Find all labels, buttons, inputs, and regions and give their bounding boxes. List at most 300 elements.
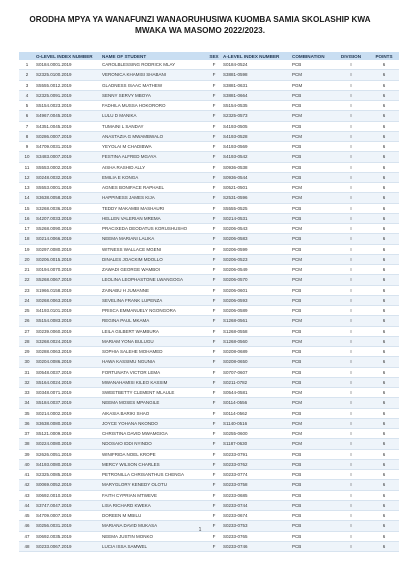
cell-alevel: S0211-0782 [222, 377, 291, 387]
table-row [19, 480, 399, 490]
cell-division: I [333, 244, 369, 254]
cell-points: 6 [369, 265, 399, 275]
cell-sex: F [206, 306, 222, 316]
cell-points: 6 [369, 408, 399, 418]
table-row [19, 439, 399, 449]
cell-points: 6 [369, 439, 399, 449]
cell-olevel: S0286.0007.2019 [35, 131, 101, 141]
cell-sn: 34 [19, 398, 35, 408]
cell-sn: 12 [19, 172, 35, 182]
cell-combination: PCB [291, 470, 333, 480]
cell-points: 6 [369, 418, 399, 428]
cell-division: I [333, 541, 369, 551]
cell-name: EMILIA E KONGA [101, 172, 206, 182]
cell-division: I [333, 470, 369, 480]
column-header-sn [19, 52, 35, 60]
cell-olevel: S5268.0090.2019 [35, 224, 101, 234]
cell-olevel: S0348.0071.2019 [35, 388, 101, 398]
cell-division: I [333, 121, 369, 131]
cell-sn: 23 [19, 285, 35, 295]
cell-sex: F [206, 244, 222, 254]
cell-alevel: S0233-0765 [222, 531, 291, 541]
cell-name: HELLEN VALERIAN MREMA [101, 213, 206, 223]
cell-combination: PCM [291, 193, 333, 203]
cell-points: 6 [369, 183, 399, 193]
cell-alevel: S0206-0583 [222, 234, 291, 244]
cell-sn: 47 [19, 531, 35, 541]
cell-sex: F [206, 193, 222, 203]
cell-points: 6 [369, 459, 399, 469]
cell-alevel: S0206-0601 [222, 285, 291, 295]
table-row [19, 295, 399, 305]
cell-points: 6 [369, 224, 399, 234]
cell-name: MARYGLORY KENEDY OLOTU [101, 480, 206, 490]
cell-alevel: S0184-0524 [222, 60, 291, 70]
document-title-line-1: ORODHA MPYA YA WANAFUNZI WANAORUHUSIWA KUOMBA SAMIA SKOLASHIP KWA [29, 15, 371, 24]
cell-olevel: S2626.0051.2019 [35, 449, 101, 459]
cell-division: I [333, 275, 369, 285]
cell-sex: F [206, 449, 222, 459]
cell-olevel: S3483.0007.2019 [35, 152, 101, 162]
cell-points: 6 [369, 254, 399, 264]
cell-sex: F [206, 418, 222, 428]
cell-sex: F [206, 459, 222, 469]
cell-olevel: S3268.0036.2019 [35, 203, 101, 213]
cell-sex: F [206, 480, 222, 490]
cell-name: MARIANA DAVID MUKASA [101, 521, 206, 531]
cell-sn: 8 [19, 131, 35, 141]
cell-division: I [333, 162, 369, 172]
cell-sex: F [206, 367, 222, 377]
column-header-points: POINTS [369, 52, 399, 60]
cell-sex: F [206, 316, 222, 326]
cell-points: 6 [369, 326, 399, 336]
cell-sex: F [206, 388, 222, 398]
page-number: 1 [198, 527, 202, 533]
cell-sn: 43 [19, 490, 35, 500]
cell-combination: PCB [291, 60, 333, 70]
cell-olevel: S2325.0100.2019 [35, 70, 101, 80]
cell-alevel: S0233-0685 [222, 490, 291, 500]
table-row [19, 234, 399, 244]
cell-division: I [333, 234, 369, 244]
cell-alevel: S5555-0525 [222, 203, 291, 213]
cell-sn: 6 [19, 111, 35, 121]
cell-sn: 25 [19, 306, 35, 316]
cell-olevel: S4193.0101.2019 [35, 306, 101, 316]
table-header-row [19, 52, 399, 60]
cell-points: 6 [369, 377, 399, 387]
cell-points: 6 [369, 90, 399, 100]
column-header-name: NAME OF STUDENT [101, 52, 206, 60]
cell-sex: F [206, 470, 222, 480]
cell-alevel: S0214-0531 [222, 213, 291, 223]
cell-division: I [333, 183, 369, 193]
table-row [19, 490, 399, 500]
cell-name: FORTUNATA VICTOR LEMA [101, 367, 206, 377]
cell-sex: F [206, 152, 222, 162]
cell-division: I [333, 480, 369, 490]
cell-sn: 41 [19, 470, 35, 480]
cell-points: 6 [369, 521, 399, 531]
cell-name: ZAINABU H JUMANNE [101, 285, 206, 295]
cell-name: WINIFRIDA NOEL KROPE [101, 449, 206, 459]
table-body [19, 60, 399, 552]
table-row [19, 162, 399, 172]
cell-name: FADHILA MUSSA HOKORORO [101, 101, 206, 111]
cell-division: I [333, 439, 369, 449]
cell-alevel: S1268-0558 [222, 326, 291, 336]
cell-sex: F [206, 531, 222, 541]
cell-points: 6 [369, 357, 399, 367]
cell-points: 6 [369, 131, 399, 141]
cell-alevel: S4193-0505 [222, 121, 291, 131]
table-row [19, 60, 399, 70]
cell-name: REGINA PAUL MKAMA [101, 316, 206, 326]
cell-name: AIKASIA BARIKI SHAO [101, 408, 206, 418]
cell-sex: F [206, 439, 222, 449]
cell-olevel: S5268.0067.2019 [35, 275, 101, 285]
cell-sex: F [206, 285, 222, 295]
cell-name: HAWA KASSIMU NGUNIA [101, 357, 206, 367]
cell-division: I [333, 511, 369, 521]
cell-combination: PCM [291, 224, 333, 234]
cell-olevel: S0184.0001.2019 [35, 60, 101, 70]
cell-division: I [333, 131, 369, 141]
cell-points: 6 [369, 449, 399, 459]
cell-name: FESTINA ALFRED MGAYA [101, 152, 206, 162]
cell-alevel: S2531-0596 [222, 193, 291, 203]
cell-sex: F [206, 275, 222, 285]
cell-olevel: S4193.0080.2019 [35, 459, 101, 469]
cell-name: MWANAHAMISI KILEO KASSIM [101, 377, 206, 387]
table-row [19, 347, 399, 357]
cell-name: DOREEN M MBILU [101, 511, 206, 521]
table-row [19, 193, 399, 203]
cell-sn: 22 [19, 275, 35, 285]
cell-olevel: S0224.0080.2019 [35, 439, 101, 449]
cell-division: I [333, 285, 369, 295]
cell-sn: 45 [19, 511, 35, 521]
cell-name: PETRONILLA CHRISANTHUS CHENGA [101, 470, 206, 480]
cell-combination: PCB [291, 172, 333, 182]
cell-combination: PCB [291, 521, 333, 531]
cell-olevel: S2325.0091.2019 [35, 90, 101, 100]
cell-name: SEVELINA FRANK LUPENZA [101, 295, 206, 305]
cell-division: I [333, 388, 369, 398]
cell-points: 6 [369, 213, 399, 223]
cell-sex: F [206, 429, 222, 439]
cell-sn: 39 [19, 449, 35, 459]
cell-olevel: S0204.0086.2019 [35, 357, 101, 367]
cell-division: I [333, 295, 369, 305]
table-row [19, 80, 399, 90]
table-row [19, 306, 399, 316]
cell-sex: F [206, 101, 222, 111]
table-row [19, 152, 399, 162]
cell-alevel: S0233-0774 [222, 470, 291, 480]
cell-sex: F [206, 142, 222, 152]
cell-combination: PCB [291, 306, 333, 316]
cell-name: ANASTAZIA G MWAMBWALO [101, 131, 206, 141]
cell-division: I [333, 449, 369, 459]
cell-sn: 46 [19, 521, 35, 531]
cell-points: 6 [369, 316, 399, 326]
table-row [19, 316, 399, 326]
cell-points: 6 [369, 531, 399, 541]
cell-sex: F [206, 347, 222, 357]
cell-alevel: S0233-0791 [222, 449, 291, 459]
cell-sex: F [206, 377, 222, 387]
table-row [19, 224, 399, 234]
cell-sn: 40 [19, 459, 35, 469]
cell-name: AGNES BONIFACE RAPHAEL [101, 183, 206, 193]
cell-name: FAITH CYPRIAN MTWEVE [101, 490, 206, 500]
cell-alevel: S0233-0753 [222, 521, 291, 531]
cell-sn: 32 [19, 377, 35, 387]
cell-olevel: S0248.0032.2019 [35, 172, 101, 182]
cell-division: I [333, 459, 369, 469]
cell-combination: PCB [291, 90, 333, 100]
cell-sn: 1 [19, 60, 35, 70]
cell-combination: PCM [291, 254, 333, 264]
cell-name: MARIAM YONA BULUGU [101, 336, 206, 346]
cell-name: MERCY WILSON CHARLES [101, 459, 206, 469]
cell-combination: PCB [291, 541, 333, 551]
cell-alevel: S2325-0573 [222, 111, 291, 121]
cell-combination: PCB [291, 347, 333, 357]
table-row [19, 70, 399, 80]
cell-alevel: S0206-0543 [222, 224, 291, 234]
cell-points: 6 [369, 142, 399, 152]
cell-olevel: S0548.0037.2019 [35, 367, 101, 377]
cell-points: 6 [369, 234, 399, 244]
cell-name: HAPPINESS JAMES KIJA [101, 193, 206, 203]
cell-points: 6 [369, 295, 399, 305]
cell-sex: F [206, 511, 222, 521]
cell-olevel: S5121.0009.2019 [35, 429, 101, 439]
cell-olevel: S5555.0012.2019 [35, 80, 101, 90]
cell-combination: PCB [291, 244, 333, 254]
cell-name: SENNY SERVY MBOYA [101, 90, 206, 100]
cell-division: I [333, 213, 369, 223]
cell-sex: F [206, 500, 222, 510]
cell-sn: 4 [19, 90, 35, 100]
cell-sn: 16 [19, 213, 35, 223]
cell-division: I [333, 111, 369, 121]
cell-olevel: S4967.0045.2019 [35, 111, 101, 121]
cell-sex: F [206, 172, 222, 182]
cell-alevel: S0208-0689 [222, 347, 291, 357]
cell-sex: F [206, 234, 222, 244]
cell-combination: PGM [291, 80, 333, 90]
cell-alevel: S4193-0542 [222, 152, 291, 162]
cell-points: 6 [369, 203, 399, 213]
cell-combination: PCM [291, 429, 333, 439]
cell-sn: 36 [19, 418, 35, 428]
cell-olevel: S3638.0080.2019 [35, 418, 101, 428]
cell-name: NEEMA MARIANI LALIKA [101, 234, 206, 244]
cell-sex: F [206, 121, 222, 131]
table-row [19, 357, 399, 367]
table-row [19, 326, 399, 336]
cell-points: 6 [369, 470, 399, 480]
cell-sn: 33 [19, 388, 35, 398]
cell-alevel: S3881-0631 [222, 80, 291, 90]
cell-name: LULU D MANIKA [101, 111, 206, 121]
cell-combination: PCB [291, 459, 333, 469]
table-row [19, 285, 399, 295]
cell-sn: 26 [19, 316, 35, 326]
cell-sn: 19 [19, 244, 35, 254]
cell-sn: 10 [19, 152, 35, 162]
cell-sex: F [206, 336, 222, 346]
cell-sex: F [206, 295, 222, 305]
cell-division: I [333, 80, 369, 90]
cell-points: 6 [369, 388, 399, 398]
cell-division: I [333, 70, 369, 80]
cell-combination: PCB [291, 285, 333, 295]
cell-sex: F [206, 326, 222, 336]
cell-alevel: S0707-0607 [222, 367, 291, 377]
cell-points: 6 [369, 101, 399, 111]
cell-olevel: S0256.0031.2019 [35, 521, 101, 531]
cell-alevel: S4193-0569 [222, 142, 291, 152]
cell-alevel: S0206-0589 [222, 306, 291, 316]
cell-combination: PCB [291, 152, 333, 162]
cell-alevel: S0206-0599 [222, 244, 291, 254]
cell-division: I [333, 60, 369, 70]
cell-name: LEOLINA LEOPHASTONE LWANGOGA [101, 275, 206, 285]
cell-sex: F [206, 213, 222, 223]
table-row [19, 111, 399, 121]
cell-points: 6 [369, 172, 399, 182]
cell-combination: PCB [291, 213, 333, 223]
cell-points: 6 [369, 367, 399, 377]
cell-combination: PCB [291, 101, 333, 111]
cell-division: I [333, 265, 369, 275]
cell-sn: 15 [19, 203, 35, 213]
cell-points: 6 [369, 541, 399, 551]
cell-combination: PCB [291, 367, 333, 377]
table-row [19, 336, 399, 346]
cell-sn: 31 [19, 367, 35, 377]
cell-alevel: S0206-0523 [222, 254, 291, 264]
cell-olevel: S3268.0024.2019 [35, 336, 101, 346]
cell-sex: F [206, 265, 222, 275]
table-row [19, 470, 399, 480]
cell-division: I [333, 193, 369, 203]
cell-name: TUMAINI L SANDAY [101, 121, 206, 131]
cell-sn: 27 [19, 326, 35, 336]
document-title-line-2: MWAKA WA MASOMO 2022/2023. [135, 26, 265, 35]
cell-combination: PCB [291, 326, 333, 336]
cell-olevel: S4709.0007.2019 [35, 511, 101, 521]
table-row [19, 172, 399, 182]
students-table [19, 52, 399, 552]
column-header-combination: COMBINATION [291, 52, 333, 60]
cell-division: I [333, 367, 369, 377]
cell-alevel: S1268-0560 [222, 336, 291, 346]
table-row [19, 183, 399, 193]
cell-olevel: S0297.0080.2019 [35, 244, 101, 254]
cell-division: I [333, 224, 369, 234]
cell-division: I [333, 500, 369, 510]
table-row [19, 142, 399, 152]
cell-combination: PCB [291, 357, 333, 367]
cell-points: 6 [369, 398, 399, 408]
cell-points: 6 [369, 193, 399, 203]
cell-name: WITNESS WALLACE MGENI [101, 244, 206, 254]
table-row [19, 388, 399, 398]
cell-division: I [333, 490, 369, 500]
cell-name: CAROLBLESSING RODRICK MLAY [101, 60, 206, 70]
cell-olevel: S5553.0002.2019 [35, 162, 101, 172]
cell-alevel: S0233-0746 [222, 541, 291, 551]
cell-division: I [333, 203, 369, 213]
table-row [19, 203, 399, 213]
cell-sex: F [206, 90, 222, 100]
table-row [19, 254, 399, 264]
column-header-division: DIVISION [333, 52, 369, 60]
cell-name: PRISCA EMMANUELY NGONGORA [101, 306, 206, 316]
cell-name: GLADNESS ISAAC MATHEW [101, 80, 206, 90]
column-header-sex: SEX [206, 52, 222, 60]
table-row [19, 244, 399, 254]
cell-sex: F [206, 60, 222, 70]
cell-combination: PCM [291, 265, 333, 275]
cell-name: NEEMA JUSTIN MONKO [101, 531, 206, 541]
cell-sn: 42 [19, 480, 35, 490]
cell-combination: PCB [291, 203, 333, 213]
cell-alevel: S5154-0535 [222, 101, 291, 111]
cell-division: I [333, 316, 369, 326]
cell-name: ZAWADI GEORGE WAMBOI [101, 265, 206, 275]
cell-points: 6 [369, 111, 399, 121]
cell-olevel: S0288.0063.2019 [35, 347, 101, 357]
cell-name: LISA RICHARD KWEKA [101, 500, 206, 510]
cell-points: 6 [369, 70, 399, 80]
cell-olevel: S0692.0035.2019 [35, 531, 101, 541]
cell-combination: PCB [291, 490, 333, 500]
cell-points: 6 [369, 347, 399, 357]
cell-division: I [333, 172, 369, 182]
cell-olevel: S2325.0085.2019 [35, 470, 101, 480]
cell-combination: PCB [291, 531, 333, 541]
cell-olevel: S5184.0037.2019 [35, 398, 101, 408]
cell-combination: PCM [291, 398, 333, 408]
cell-alevel: S0233-0674 [222, 511, 291, 521]
table-row [19, 90, 399, 100]
cell-sn: 29 [19, 347, 35, 357]
cell-sex: F [206, 541, 222, 551]
cell-olevel: S4709.0031.2019 [35, 142, 101, 152]
cell-sex: F [206, 224, 222, 234]
cell-sn: 14 [19, 193, 35, 203]
cell-division: I [333, 531, 369, 541]
cell-name: NDOSAIO IDDI NYINDO [101, 439, 206, 449]
cell-sex: F [206, 398, 222, 408]
cell-points: 6 [369, 480, 399, 490]
cell-sex: F [206, 254, 222, 264]
cell-alevel: S0206-0593 [222, 295, 291, 305]
cell-combination: PCM [291, 275, 333, 285]
cell-sn: 24 [19, 295, 35, 305]
cell-name: LUCIA ISSA SAMWEL [101, 541, 206, 551]
cell-sn: 44 [19, 500, 35, 510]
cell-sn: 3 [19, 80, 35, 90]
table-row [19, 275, 399, 285]
